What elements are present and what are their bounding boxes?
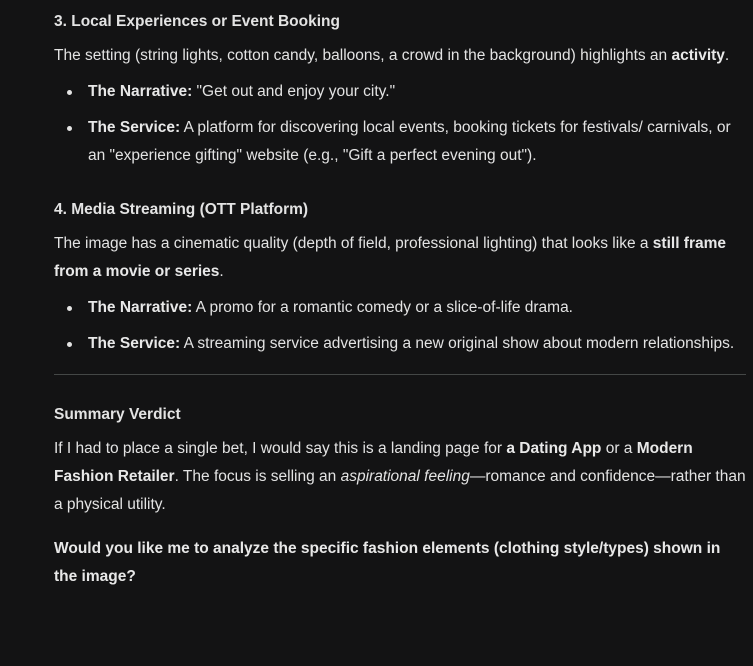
list-item: The Narrative: "Get out and enjoy your city." [54,78,746,106]
followup-question: Would you like me to analyze the specific fashion elements (clothing style/types) shown in the image? [54,540,721,585]
list-item: The Service: A platform for discovering local events, booking tickets for festivals/ carnivals, or an "experience gifting" website (e.g., "Gift a perfect evening out"). [54,114,746,170]
section-4-intro: The image has a cinematic quality (depth of field, professional lighting) that looks like a still frame from a movie or series. [54,235,727,280]
section-4-bullet-list [54,294,746,358]
section-4-heading: 4. Media Streaming (OTT Platform) [54,201,309,218]
section-3-intro: The setting (string lights, cotton candy, balloons, a crowd in the background) highlights an activity. [54,47,730,64]
section-3-bullet-list [54,78,746,170]
section-3-heading: 3. Local Experiences or Event Booking [54,13,340,30]
summary-paragraph: If I had to place a single bet, I would say this is a landing page for a Dating App or a Modern Fashion Retailer. The focus is selling an aspirational feeling—romance and confidence—rather than a physical utility. [54,440,746,513]
response-content [54,8,746,591]
summary-heading: Summary Verdict [54,406,181,423]
list-item: The Service: A streaming service advertising a new original show about modern relationships. [54,330,746,358]
list-item: The Narrative: A promo for a romantic comedy or a slice-of-life drama. [54,294,746,322]
